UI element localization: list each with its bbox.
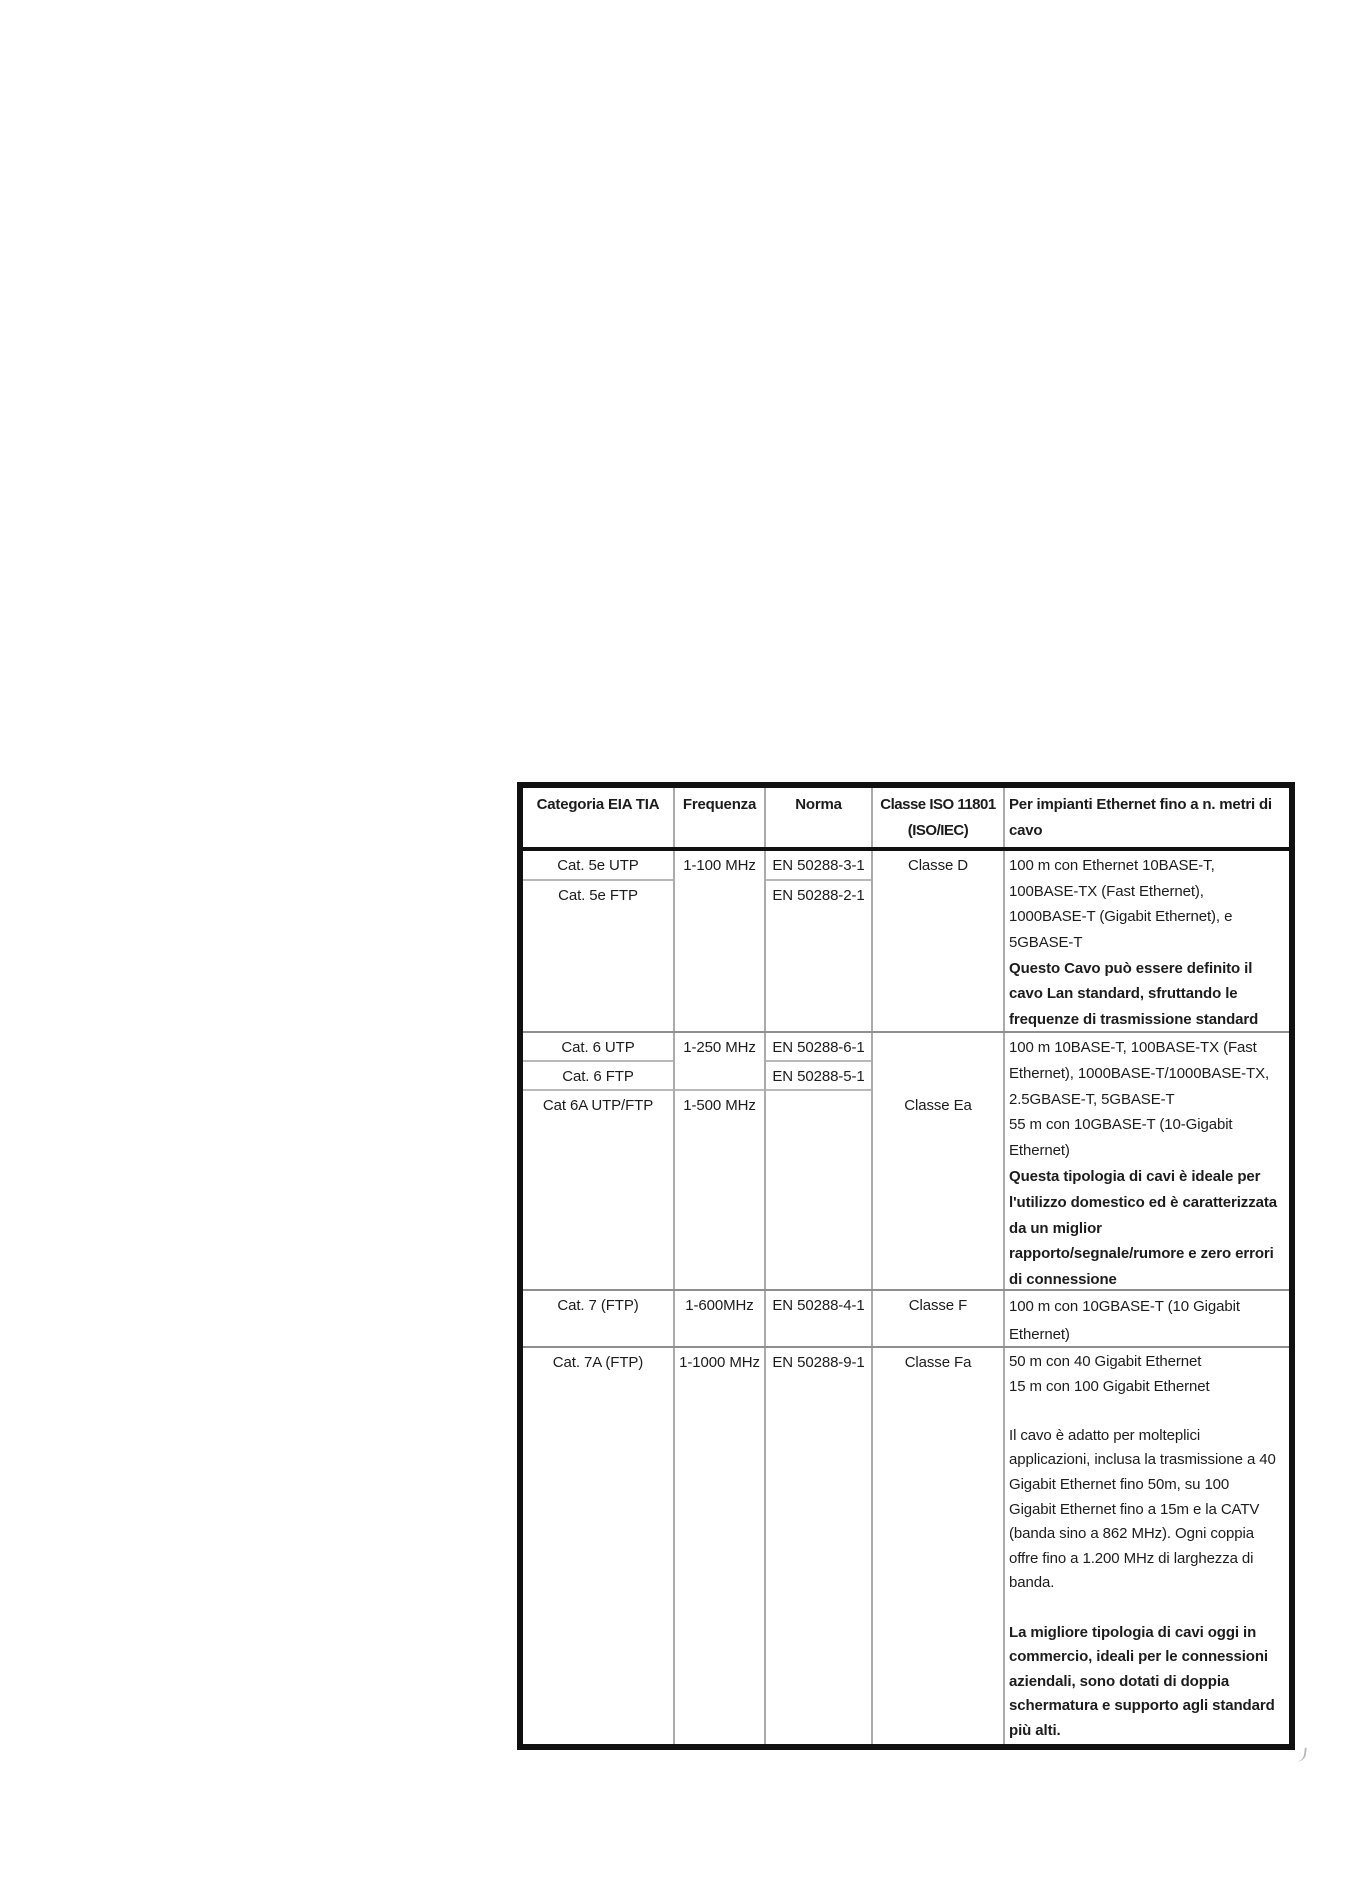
description-line: Gigabit Ethernet fino a 15m e la CATV [1009,1500,1260,1518]
description-line: 100BASE-TX (Fast Ethernet), [1009,882,1204,900]
subcell-label: Cat. 6 FTP [523,1062,673,1091]
cable-category-table [517,782,1295,1750]
description-line: applicazioni, inclusa la trasmissione a 40 [1009,1451,1276,1469]
header-line: cavo [1009,822,1043,839]
description-line: rapporto/segnale/rumore e zero errori [1009,1245,1274,1263]
description-line: banda. [1009,1574,1055,1592]
subcell-label: EN 50288-3-1 [766,851,871,881]
description-line: commercio, ideali per le connessioni [1009,1648,1268,1666]
subcell-label: Cat. 7 (FTP) [557,1297,639,1314]
cell-norma [766,1348,873,1744]
table-row-group [523,1346,1289,1744]
cell-classe [873,1033,1005,1289]
subcell-spacer [873,1033,1003,1091]
description-line: 1000BASE-T (Gigabit Ethernet), e [1009,908,1233,926]
subcell-label: Classe D [907,857,969,874]
cell-categoria [523,1291,675,1346]
cell-categoria [523,1348,675,1744]
cell-frequenza [675,1348,766,1744]
cell-norma [766,1291,873,1346]
cell-categoria [523,1033,675,1289]
cell-descrizione [1005,1033,1289,1289]
description-line: schermatura e supporto agli standard [1009,1697,1275,1715]
description-line: cavo Lan standard, sfruttando le [1009,985,1238,1003]
cell-descrizione [1005,1348,1289,1744]
scan-artifact-mark [1294,1746,1307,1762]
description-line [1009,1596,1287,1621]
header-cell-categoria [523,788,675,847]
header-line: Classe ISO 11801 [880,796,996,813]
subcell-label: 1-600MHz [685,1297,754,1314]
subcell-label: 1-500 MHz [683,1097,756,1114]
description-line: 100 m 10BASE-T, 100BASE-TX (Fast [1009,1039,1257,1056]
header-line: (ISO/IEC) [907,822,969,839]
description-line: 55 m con 10GBASE-T (10-Gigabit [1009,1116,1233,1134]
subcell-label: Cat. 6 UTP [523,1033,673,1062]
cell-norma [766,851,873,1031]
header-cell-classe-iso [873,788,1005,847]
description-line: offre fino a 1.200 MHz di larghezza di [1009,1549,1254,1567]
subcell-label: EN 50288-9-1 [772,1354,865,1371]
cell-frequenza [675,1291,766,1346]
header-line: Categoria EIA TIA [536,796,660,813]
header-cell-impianti [1005,788,1289,847]
description-line: Questo Cavo può essere definito il [1009,959,1253,977]
header-line: Frequenza [682,796,757,813]
header-cell-frequenza [675,788,766,847]
subcell-label: Cat. 5e FTP [558,887,638,904]
subcell-label: EN 50288-2-1 [772,887,865,904]
description-line: La migliore tipologia di cavi oggi in [1009,1623,1257,1641]
description-line [1009,1399,1287,1424]
table-row-group [523,1289,1289,1346]
description-line: Questa tipologia di cavi è ideale per [1009,1167,1261,1185]
cell-frequenza [675,1033,766,1289]
description-line: Ethernet) [1009,1326,1070,1343]
cell-descrizione [1005,1291,1289,1346]
description-line: 2.5GBASE-T, 5GBASE-T [1009,1090,1175,1108]
cell-classe [873,1348,1005,1744]
description-line: aziendali, sono dotati di doppia [1009,1672,1230,1690]
subcell-label: 1-1000 MHz [679,1354,760,1371]
description-line: 50 m con 40 Gigabit Ethernet [1009,1353,1202,1370]
table-header-row [523,788,1289,851]
description-line: 5GBASE-T [1009,934,1083,952]
description-line: di connessione [1009,1271,1117,1289]
table-row-group [523,851,1289,1031]
cell-categoria [523,851,675,1031]
table-row-group [523,1031,1289,1289]
description-line: Il cavo è adatto per molteplici [1009,1426,1201,1444]
subcell-label: EN 50288-6-1 [766,1033,871,1062]
header-cell-norma [766,788,873,847]
header-line: Per impianti Ethernet fino a n. metri di [1009,796,1272,813]
subcell-label: Cat. 5e UTP [523,851,673,881]
subcell-label: Cat. 7A (FTP) [552,1354,644,1371]
description-line: da un miglior [1009,1219,1102,1237]
description-line: 15 m con 100 Gigabit Ethernet [1009,1377,1210,1395]
description-line: Ethernet) [1009,1142,1070,1160]
description-line: più alti. [1009,1721,1061,1739]
description-line: (banda sino a 862 MHz). Ogni coppia [1009,1525,1254,1543]
description-line: Ethernet), 1000BASE-T/1000BASE-TX, [1009,1064,1270,1082]
description-line: frequenze di trasmissione standard [1009,1011,1259,1029]
cell-classe [873,1291,1005,1346]
subcell-label: 1-250 MHz [675,1033,764,1091]
header-line: Norma [795,796,842,813]
cell-descrizione [1005,851,1289,1031]
cell-frequenza [675,851,766,1031]
subcell-label: Classe Ea [904,1097,972,1114]
subcell-label: Classe F [908,1297,968,1314]
description-line: 100 m con Ethernet 10BASE-T, [1009,857,1215,874]
description-line: 100 m con 10GBASE-T (10 Gigabit [1009,1298,1240,1315]
subcell-label: Classe Fa [904,1354,972,1371]
subcell-label: Cat 6A UTP/FTP [542,1097,654,1114]
table-body [523,851,1289,1744]
description-line: l'utilizzo domestico ed è caratterizzata [1009,1193,1277,1211]
description-line: Gigabit Ethernet fino 50m, su 100 [1009,1475,1230,1493]
subcell-label: EN 50288-5-1 [766,1062,871,1091]
subcell-label: EN 50288-4-1 [772,1297,865,1314]
cell-classe [873,851,1005,1031]
cell-norma [766,1033,873,1289]
subcell-label: 1-100 MHz [683,857,756,874]
